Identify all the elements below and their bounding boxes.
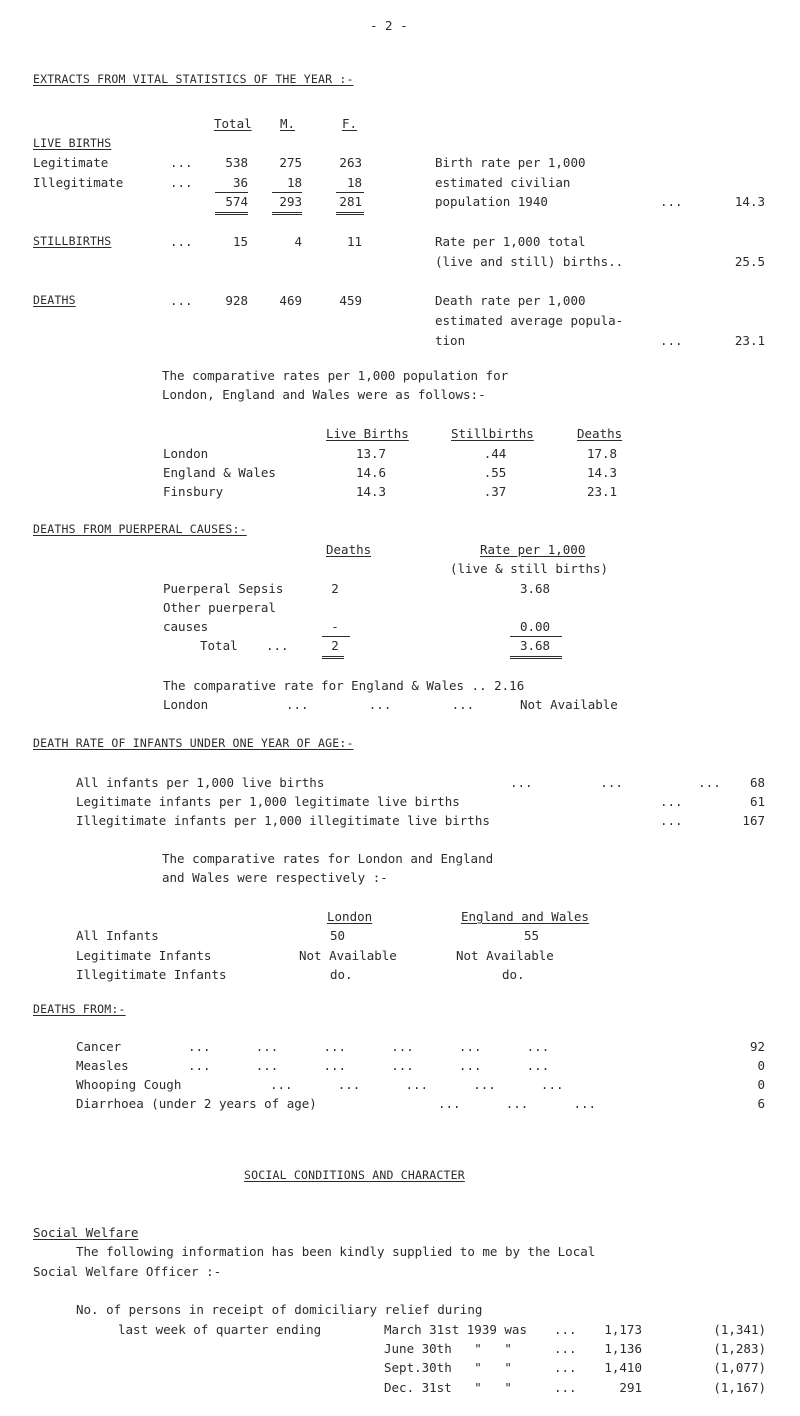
relief-row-previous: (1,341): [713, 1322, 766, 1337]
relief-row-previous: (1,167): [713, 1380, 766, 1395]
deaths-from-row-dots: ... ... ... ... ...: [270, 1077, 564, 1092]
live-births-label: LIVE BIRTHS: [33, 136, 112, 150]
comparative-row-live: 14.3: [355, 484, 387, 499]
puerperal-sepsis-rate: 3.68: [519, 581, 551, 596]
other-puerperal-label-2: causes: [163, 619, 209, 634]
relief-row-dots: ...: [554, 1360, 577, 1375]
social-intro-line-2: Social Welfare Officer :-: [33, 1264, 222, 1279]
infants-comparative-line-2: and Wales were respectively :-: [162, 870, 388, 885]
deaths-from-row-label: Measles: [76, 1058, 129, 1073]
other-puerperal-deaths: -: [331, 619, 339, 634]
still-rate-value: 25.5: [734, 254, 765, 269]
sum-rule-total: [215, 192, 248, 193]
deaths-from-heading: DEATHS FROM:-: [33, 1002, 126, 1016]
puerperal-col-deaths: Deaths: [326, 542, 372, 557]
deaths-from-row-value: 0: [757, 1058, 765, 1073]
col-deaths-header: Deaths: [577, 426, 623, 441]
deaths-from-row-value: 0: [757, 1077, 765, 1092]
puerperal-total-dots: ...: [266, 638, 289, 653]
illegitimate-dots: ...: [170, 175, 193, 190]
death-rate-line-1: Death rate per 1,000: [435, 293, 586, 308]
relief-row-value: 1,410: [604, 1360, 642, 1375]
relief-row-dots: ...: [554, 1341, 577, 1356]
illegitimate-m: 18: [286, 175, 302, 190]
death-rate-line-2: estimated average popula-: [435, 313, 624, 328]
double-rule-m: [272, 212, 302, 215]
infants-table-london: do.: [330, 967, 353, 982]
stillbirths-f: 11: [346, 234, 362, 249]
puerperal-comparative-london-label: London: [163, 697, 209, 712]
puerperal-col-rate-sub: (live & still births): [450, 561, 609, 576]
infants-row-value: 68: [749, 775, 765, 790]
infants-row-dots: ... ... ...: [510, 775, 721, 790]
col-f-header: F.: [342, 116, 358, 131]
other-puerperal-rate: 0.00: [519, 619, 551, 634]
sum-rule-m: [272, 192, 302, 193]
infants-row-dots: ...: [660, 813, 683, 828]
infants-table-england-wales: Not Available: [456, 948, 554, 963]
infants-row-value: 167: [742, 813, 765, 828]
deaths-from-row-value: 92: [749, 1039, 765, 1054]
puerperal-total-rate: 3.68: [519, 638, 551, 653]
comparative-row-still: .37: [483, 484, 507, 499]
comparative-row-deaths: 14.3: [586, 465, 618, 480]
col-live-births-header: Live Births: [326, 426, 409, 441]
comparative-row-live: 13.7: [355, 446, 387, 461]
live-births-sum-f: 281: [339, 194, 362, 209]
deaths-f: 459: [339, 293, 362, 308]
social-intro-line-1: The following information has been kindly supplied to me by the Local: [76, 1244, 596, 1259]
comparative-row-deaths: 23.1: [586, 484, 618, 499]
relief-row-dots: ...: [554, 1380, 577, 1395]
double-rule-total: [215, 212, 248, 215]
comparative-row-label: London: [163, 446, 209, 461]
comparative-row-still: .55: [483, 465, 507, 480]
birth-rate-line-1: Birth rate per 1,000: [435, 155, 586, 170]
sum-rule-f: [336, 192, 364, 193]
deaths-dots: ...: [170, 293, 193, 308]
birth-rate-line-2: estimated civilian: [435, 175, 571, 190]
deaths-from-row-dots: ... ... ...: [438, 1096, 597, 1111]
puerperal-comparative-dots: ... ... ...: [286, 697, 475, 712]
col-m-header: M.: [280, 116, 296, 131]
infants-table-england-wales: 55: [524, 928, 540, 943]
relief-row-date: June 30th " ": [384, 1341, 512, 1356]
infants-row-value: 61: [749, 794, 765, 809]
comparative-row-label: England & Wales: [163, 465, 276, 480]
comparative-row-label: Finsbury: [163, 484, 224, 499]
birth-rate-value: 14.3: [734, 194, 765, 209]
birth-rate-line-3: population 1940: [435, 194, 548, 209]
puerperal-deaths-double-rule: [322, 656, 344, 659]
infants-comparative-line-1: The comparative rates for London and England: [162, 851, 494, 866]
illegitimate-total: 36: [232, 175, 248, 190]
social-welfare-subheading: Social Welfare: [33, 1225, 139, 1240]
relief-row-date: Sept.30th " ": [384, 1360, 512, 1375]
deaths-from-row-label: Cancer: [76, 1039, 122, 1054]
relief-row-previous: (1,283): [713, 1341, 766, 1356]
double-rule-f: [336, 212, 364, 215]
deaths-from-row-label: Whooping Cough: [76, 1077, 182, 1092]
deaths-from-row-value: 6: [757, 1096, 765, 1111]
legitimate-f: 263: [339, 155, 362, 170]
deaths-from-row-dots: ... ... ... ... ... ...: [188, 1058, 550, 1073]
infants-table-england-wales: do.: [502, 967, 525, 982]
deaths-total: 928: [225, 293, 248, 308]
infants-table-label: All Infants: [76, 928, 159, 943]
relief-line-1: No. of persons in receipt of domiciliary relief during: [76, 1302, 483, 1317]
infants-table-london: 50: [330, 928, 346, 943]
other-puerperal-label-1: Other puerperal: [163, 600, 276, 615]
deaths-label: DEATHS: [33, 293, 76, 307]
puerperal-sepsis-label: Puerperal Sepsis: [163, 581, 284, 596]
puerperal-sepsis-deaths: 2: [331, 581, 339, 596]
relief-line-2: last week of quarter ending: [118, 1322, 322, 1337]
live-births-sum-m: 293: [279, 194, 302, 209]
puerperal-rate-rule: [510, 636, 562, 637]
comparative-intro-line-1: The comparative rates per 1,000 population for: [162, 368, 509, 383]
deaths-from-row-dots: ... ... ... ... ... ...: [188, 1039, 550, 1054]
comparative-row-still: .44: [483, 446, 507, 461]
stillbirths-m: 4: [294, 234, 302, 249]
infants-col-england-wales: England and Wales: [461, 909, 589, 924]
relief-row-date: Dec. 31st " ": [384, 1380, 512, 1395]
comparative-row-deaths: 17.8: [586, 446, 618, 461]
infants-row-label: Illegitimate infants per 1,000 illegitimate live births: [76, 813, 490, 828]
legitimate-m: 275: [279, 155, 302, 170]
relief-row-date: March 31st 1939 was: [384, 1322, 527, 1337]
relief-row-value: 291: [619, 1380, 642, 1395]
relief-row-previous: (1,077): [713, 1360, 766, 1375]
death-rate-value: 23.1: [734, 333, 765, 348]
puerperal-heading: DEATHS FROM PUERPERAL CAUSES:-: [33, 522, 247, 536]
infants-row-dots: ...: [660, 794, 683, 809]
puerperal-total-label: Total: [200, 638, 238, 653]
death-rate-dots: ...: [660, 333, 683, 348]
infants-row-label: All infants per 1,000 live births: [76, 775, 325, 790]
puerperal-col-rate: Rate per 1,000: [480, 542, 586, 557]
relief-row-dots: ...: [554, 1322, 577, 1337]
puerperal-rate-double-rule: [510, 656, 562, 659]
vital-statistics-heading: EXTRACTS FROM VITAL STATISTICS OF THE YEAR :-: [33, 72, 354, 86]
infants-heading: DEATH RATE OF INFANTS UNDER ONE YEAR OF AGE:-: [33, 736, 354, 750]
death-rate-line-3: tion: [435, 333, 466, 348]
stillbirths-label: STILLBIRTHS: [33, 234, 112, 248]
stillbirths-dots: ...: [170, 234, 193, 249]
puerperal-comparative-line-1: The comparative rate for England & Wales .. 2.16: [163, 678, 525, 693]
puerperal-total-deaths: 2: [331, 638, 339, 653]
relief-row-value: 1,136: [604, 1341, 642, 1356]
comparative-intro-line-2: London, England and Wales were as follows:-: [162, 387, 486, 402]
puerperal-deaths-rule: [322, 636, 350, 637]
birth-rate-dots: ...: [660, 194, 683, 209]
relief-row-value: 1,173: [604, 1322, 642, 1337]
puerperal-comparative-london-value: Not Available: [520, 697, 618, 712]
infants-row-label: Legitimate infants per 1,000 legitimate live births: [76, 794, 460, 809]
still-rate-line-1: Rate per 1,000 total: [435, 234, 586, 249]
col-stillbirths-header: Stillbirths: [451, 426, 534, 441]
infants-table-label: Legitimate Infants: [76, 948, 212, 963]
legitimate-total: 538: [225, 155, 248, 170]
deaths-m: 469: [279, 293, 302, 308]
live-births-sum-total: 574: [225, 194, 248, 209]
social-heading: SOCIAL CONDITIONS AND CHARACTER: [244, 1168, 465, 1182]
comparative-row-live: 14.6: [355, 465, 387, 480]
stillbirths-total: 15: [232, 234, 248, 249]
illegitimate-f: 18: [346, 175, 362, 190]
infants-col-london: London: [327, 909, 373, 924]
col-total-header: Total: [214, 116, 252, 131]
legitimate-dots: ...: [170, 155, 193, 170]
infants-table-label: Illegitimate Infants: [76, 967, 227, 982]
illegitimate-label: Illegitimate: [33, 175, 124, 190]
still-rate-line-2: (live and still) births..: [435, 254, 624, 269]
legitimate-label: Legitimate: [33, 155, 109, 170]
infants-table-london: Not Available: [299, 948, 397, 963]
deaths-from-row-label: Diarrhoea (under 2 years of age): [76, 1096, 317, 1111]
page-number: - 2 -: [370, 18, 408, 33]
